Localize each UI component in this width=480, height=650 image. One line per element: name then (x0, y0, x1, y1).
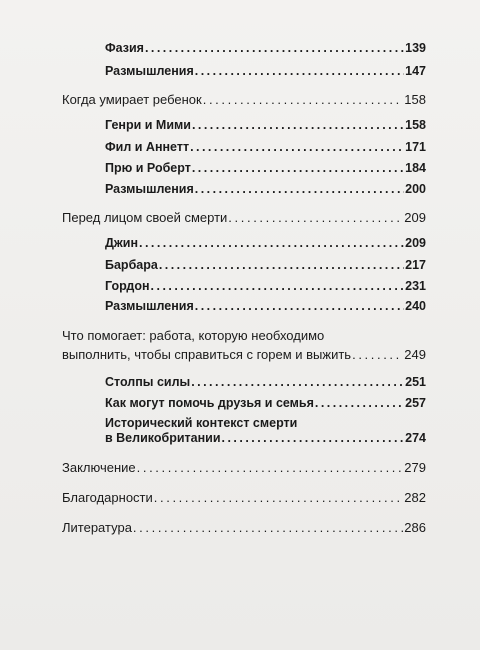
toc-leader-dots (151, 278, 405, 294)
toc-leader-dots (195, 298, 404, 314)
toc-entry-page: 279 (404, 460, 426, 475)
toc-entry[interactable] (105, 257, 426, 273)
toc-entry-chapter[interactable] (62, 347, 426, 363)
toc-entry-page: 158 (405, 118, 426, 132)
toc-entry-page: 282 (404, 490, 426, 505)
toc-leader-dots (228, 210, 403, 226)
toc-entry-title: Барбара (105, 258, 158, 272)
toc-entry-title: Фазия (105, 41, 144, 55)
toc-entry-page: 171 (405, 140, 426, 154)
toc-entry[interactable] (105, 139, 426, 155)
toc-entry-page: 184 (405, 161, 426, 175)
toc-entry-page: 209 (405, 236, 426, 250)
toc-leader-dots (154, 490, 404, 506)
toc-entry-title: Когда умирает ребенок (62, 92, 202, 107)
toc-leader-dots (192, 117, 404, 133)
toc-leader-dots (190, 139, 404, 155)
toc-entry-page: 231 (405, 279, 426, 293)
toc-entry-title-line1: Что помогает: работа, которую необходимо (62, 328, 325, 343)
toc-entry-title: Благодарности (62, 490, 153, 505)
toc-entry-page: 249 (404, 347, 426, 362)
toc-entry-title: в Великобритании (105, 431, 221, 445)
toc-leader-dots (195, 181, 404, 197)
toc-leader-dots (159, 257, 404, 273)
toc-leader-dots (352, 347, 403, 363)
toc-entry[interactable] (105, 117, 426, 133)
toc-entry-title: Размышления (105, 299, 194, 313)
toc-entry-chapter[interactable] (62, 210, 426, 226)
toc-leader-dots (222, 430, 405, 446)
toc-entry-title: выполнить, чтобы справиться с горем и выжить (62, 347, 352, 362)
toc-entry-page: 139 (405, 41, 426, 55)
toc-leader-dots (315, 395, 404, 411)
toc-entry-title: Размышления (105, 64, 194, 78)
toc-entry-title: Размышления (105, 182, 194, 196)
toc-entry-chapter[interactable] (62, 490, 426, 506)
toc-entry-title: Гордон (105, 279, 150, 293)
toc-entry[interactable] (105, 278, 426, 294)
toc-entry-page: 200 (405, 182, 426, 196)
toc-entry[interactable] (105, 181, 426, 197)
toc-entry-title: Джин (105, 236, 139, 250)
toc-entry-page: 240 (405, 299, 426, 313)
toc-entry-page: 147 (405, 64, 426, 78)
toc-entry-title: Прю и Роберт (105, 161, 191, 175)
toc-entry-chapter[interactable] (62, 520, 426, 536)
toc-entry-chapter[interactable] (62, 460, 426, 476)
toc-entry[interactable] (105, 298, 426, 314)
toc-leader-dots (203, 92, 404, 108)
toc-entry-chapter[interactable] (62, 92, 426, 108)
toc-entry-page: 217 (405, 258, 426, 272)
toc-entry-page: 257 (405, 396, 426, 410)
toc-leader-dots (192, 160, 404, 176)
toc-entry[interactable] (105, 235, 426, 251)
toc-entry-title: Фил и Аннетт (105, 140, 190, 154)
toc-leader-dots (139, 235, 404, 251)
toc-leader-dots (137, 460, 404, 476)
toc-entry[interactable] (105, 40, 426, 56)
toc-entry-title: Перед лицом своей смерти (62, 210, 228, 225)
toc-entry-title: Генри и Мими (105, 118, 191, 132)
toc-entry-title: Заключение (62, 460, 136, 475)
toc-entry[interactable] (105, 395, 426, 411)
toc-leader-dots (195, 63, 404, 79)
toc-entry-title: Как могут помочь друзья и семья (105, 396, 314, 410)
toc-entry[interactable] (105, 63, 426, 79)
toc-entry-page: 286 (404, 520, 426, 535)
toc-entry-title-line1: Исторический контекст смерти (105, 416, 298, 430)
toc-entry[interactable] (105, 160, 426, 176)
toc-leader-dots (145, 40, 404, 56)
toc-leader-dots (133, 520, 403, 536)
toc-leader-dots (191, 374, 404, 390)
toc-entry-page: 209 (404, 210, 426, 225)
toc-entry-title: Столпы силы (105, 375, 191, 389)
toc-entry[interactable] (105, 374, 426, 390)
toc-entry-page: 251 (405, 375, 426, 389)
toc-entry-title: Литература (62, 520, 132, 535)
toc-entry-page: 158 (404, 92, 426, 107)
toc-entry-page: 274 (405, 431, 426, 445)
toc-entry[interactable] (105, 430, 426, 446)
